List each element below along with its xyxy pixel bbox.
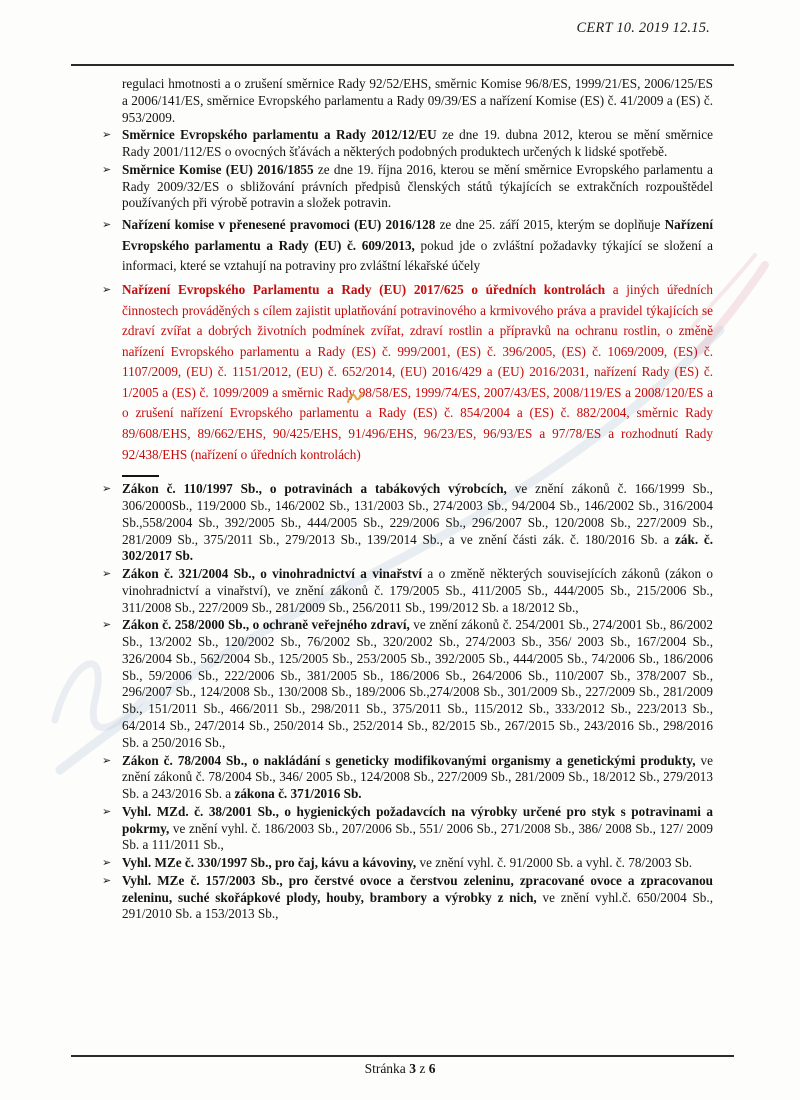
- arrow-bullet-icon: ➢: [102, 753, 112, 767]
- item-lead: Směrnice Komise (EU) 2016/1855: [122, 161, 314, 177]
- item-body: ve znění zákonů č. 254/2001 Sb., 274/2001 Sb., 86/2002 Sb., 13/2002 Sb., 120/2002 Sb., 76/2002 Sb., 320/2002 Sb., 274/2003 Sb., 356/ 2003 Sb., 167/2004 Sb., 326/2004 Sb., 562/2004 Sb., 125/2005 Sb., 253/2005 Sb., 392/2005 Sb., 444/2005 Sb., 74/2006 Sb., 186/2006 Sb., 59/2006 Sb., 222/2006 Sb., 381/2005 Sb., 186/2006 Sb., 264/2006 Sb., 110/2007 Sb., 378/2007 Sb., 296/2007 Sb., 124/2008 Sb., 130/2008 Sb., 189/2006 Sb.,274/2008 Sb., 301/2009 Sb., 227/2009 Sb., 281/2009 Sb., 151/2011 Sb., 466/2011 Sb., 298/2011 Sb., 375/2011 Sb., 115/2012 Sb., 333/2012 Sb., 223/2013 Sb., 64/2014 Sb., 247/2014 Sb., 250/2014 Sb., 252/2014 Sb., 82/2015 Sb., 267/2015 Sb., 243/2016 Sb., 298/2016 Sb. a 250/2016 Sb.,: [122, 617, 713, 750]
- footer-label: Stránka: [364, 1061, 410, 1076]
- list-item: [101, 162, 713, 212]
- list-item-red: [101, 280, 713, 465]
- item-body: pokud jde o zvláštní požadavky týkající se složení a informaci, které se vztahují na potraviny pro zvláštní lékařské účely: [122, 237, 713, 274]
- item-lead: Směrnice Evropského parlamentu a Rady 2012/12/EU: [122, 127, 437, 143]
- item-body: a jiných úředních činnostech prováděných s cílem zajistit uplatňování potravinového a krmivového práva a pravidel týkajících se zdraví zvířat a dobrých životních podmínek zvířat, zdraví rostlin a přípravků na ochranu rostlin, o změně nařízení Evropského parlamentu a Rady (ES) č. 999/2001, (ES) č. 396/2005, (ES) č. 1069/2009, (ES) č. 1107/2009, (EU) č. 1151/2012, (EU) č. 652/2014, (EU) 2016/429 a (EU) 2016/2031, nařízení Rady (ES) č. 1/2005 a (ES) č. 1099/2009 a směrnic Rady 98/58/ES, 1999/74/ES, 2007/43/ES, 2008/119/ES a 2008/120/ES a o zrušení nařízení Evropského parlamentu a Rady (ES) č. 854/2004 a (ES) č. 882/2004, směrnic Rady 89/608/EHS, 89/662/EHS, 90/425/EHS, 91/496/EHS, 96/23/ES, 96/93/ES a 97/78/ES a rozhodnutí Rady 92/438/EHS (nařízení o úředních kontrolách): [122, 281, 714, 462]
- page-footer: [0, 1061, 800, 1077]
- list-item: [101, 617, 713, 751]
- item-lead: Zákon č. 321/2004 Sb., o vinohradnictví a vinařství: [122, 566, 423, 582]
- list-item: [101, 804, 713, 854]
- arrow-bullet-icon: ➢: [102, 856, 112, 870]
- item-lead: Zákon č. 110/1997 Sb., o potravinách a tabákových výrobcích,: [122, 481, 507, 497]
- arrow-bullet-icon: ➢: [102, 128, 112, 142]
- item-lead: Vyhl. MZd. č. 38/2001 Sb., o hygienických požadavcích na výrobky určené pro styk s potravinami a pokrmy,: [122, 803, 713, 836]
- item-body: ve znění zákonů č. 78/2004 Sb., 346/ 2005 Sb., 124/2008 Sb., 227/2009 Sb., 281/2009 Sb., 18/2012 Sb., 279/2013 Sb. a 243/2016 Sb. a: [122, 752, 714, 802]
- item-body: ve znění vyhl.č. 650/2004 Sb., 291/2010 Sb. a 153/2013 Sb.,: [122, 889, 713, 922]
- arrow-bullet-icon: ➢: [102, 218, 112, 232]
- item-body: ze dne 19. října 2016, kterou se mění směrnice Evropského parlamentu a Rady 2009/32/ES o sbližování právních předpisů členských států týkajících se extrakčních rozpouštědel používaných při výrobě potravin a složek potravin.: [122, 161, 713, 211]
- item-body: a o změně některých souvisejících zákonů (zákon o vinohradnictví a vinařství), ve znění zákonů č. 179/2005 Sb., 411/2005 Sb., 444/2005 Sb., 215/2006 Sb., 311/2008 Sb., 227/2009 Sb., 281/2009 Sb., 256/2011 Sb., 199/2012 Sb. a 18/2012 Sb.,: [122, 566, 713, 615]
- list-item: [101, 127, 713, 161]
- item-lead: Zákon č. 258/2000 Sb., o ochraně veřejného zdraví,: [122, 617, 410, 633]
- arrow-bullet-icon: ➢: [102, 482, 112, 496]
- item-lead: Vyhl. MZe č. 330/1997 Sb., pro čaj, kávu a kávoviny,: [122, 855, 417, 871]
- paragraph-continuation: [101, 76, 713, 126]
- footer-rule: [71, 1055, 734, 1057]
- item-body: ze dne 25. září 2015, kterým se doplňuje: [435, 217, 665, 233]
- header-stamp: CERT 10. 2019 12.15.: [576, 20, 710, 36]
- item-body: ve znění vyhl. č. 186/2003 Sb., 207/2006 Sb., 551/ 2006 Sb., 271/2008 Sb., 386/ 2008 Sb., 127/ 2009 Sb. a 111/2011 Sb.,: [122, 820, 713, 853]
- arrow-bullet-icon: ➢: [102, 618, 112, 632]
- paragraph-text: regulaci hmotnosti a o zrušení směrnice Rady 92/52/EHS, směrnic Komise 96/8/ES, 1999/21/ES, 2006/125/ES a 2006/141/ES, směrnice Evropského parlamentu a Rady 09/39/ES a nařízení Komise (ES) č. 41/2009 a (ES) č. 953/2009.: [122, 76, 713, 125]
- list-item: [101, 481, 713, 565]
- item-lead: Nařízení Evropského Parlamentu a Rady (EU) 2017/625 o úředních kontrolách: [122, 281, 606, 297]
- item-lead: Vyhl. MZe č. 157/2003 Sb., pro čerstvé ovoce a čerstvou zeleninu, zpracované ovoce a zpracovanou zeleninu, suché skořápkové plody, houby, brambory a výrobky z nich,: [122, 872, 713, 905]
- item-ref: Nařízení Evropského parlamentu a Rady (EU) č. 609/2013,: [122, 217, 713, 253]
- footer-page-number: 3: [409, 1061, 416, 1076]
- list-item: [101, 215, 713, 277]
- list-item: [101, 855, 713, 872]
- item-body: ze dne 19. dubna 2012, kterou se mění směrnice Rady 2001/112/ES o ovocných šťávách a některých podobných produktech určených k lidské spotřebě.: [122, 127, 713, 160]
- footer-total-pages: 6: [428, 1061, 436, 1076]
- list-item: [101, 753, 713, 803]
- arrow-bullet-icon: ➢: [102, 873, 112, 887]
- item-lead: Nařízení komise v přenesené pravomoci (EU) 2016/128: [122, 217, 436, 233]
- arrow-bullet-icon: ➢: [102, 162, 112, 176]
- arrow-bullet-icon: ➢: [102, 282, 112, 296]
- item-ref: zák. č. 302/2017 Sb.: [122, 531, 713, 564]
- item-body: ve znění zákonů č. 166/1999 Sb., 306/2000Sb., 119/2000 Sb., 146/2002 Sb., 131/2003 Sb., 274/2003 Sb., 94/2004 Sb., 146/2002 Sb., 316/2004 Sb.,558/2004 Sb., 392/2005 Sb., 444/2005 Sb., 229/2006 Sb., 296/2007 Sb., 120/2008 Sb., 227/2009 Sb., 281/2009 Sb., 375/2011 Sb., 279/2013 Sb., 139/2014 Sb., a ve znění části zák. č. 180/2016 Sb. a: [122, 481, 713, 547]
- arrow-bullet-icon: ➢: [102, 567, 112, 581]
- section-separator-line: [122, 475, 159, 477]
- arrow-bullet-icon: ➢: [102, 804, 112, 818]
- item-lead: Zákon č. 78/2004 Sb., o nakládání s geneticky modifikovanými organismy a genetickými produkty,: [122, 752, 696, 768]
- header-rule: [71, 64, 734, 66]
- item-ref: zákona č. 371/2016 Sb.: [234, 786, 362, 802]
- list-item: [101, 873, 713, 923]
- footer-separator: z: [415, 1061, 429, 1076]
- item-body: ve znění vyhl. č. 91/2000 Sb. a vyhl. č. 78/2003 Sb.: [416, 855, 693, 871]
- list-item: [101, 566, 713, 616]
- document-body: [101, 76, 713, 924]
